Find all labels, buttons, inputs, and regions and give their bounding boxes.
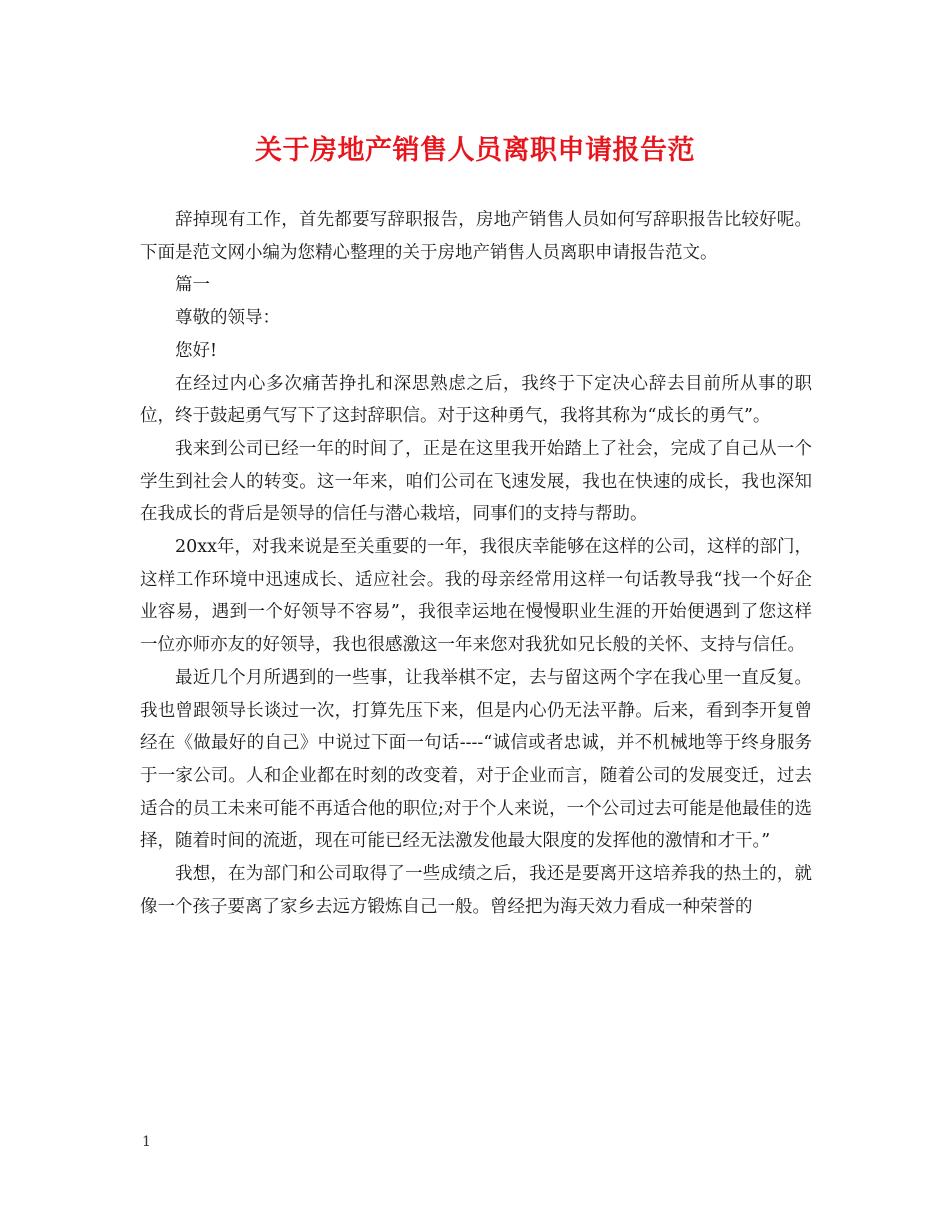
page-number: 1	[142, 1134, 151, 1150]
section-heading: 篇一	[175, 275, 210, 296]
greeting: 您好!	[175, 340, 218, 361]
body-paragraph: 在经过内心多次痛苦挣扎和深思熟虑之后，我终于下定决心辞去目前所从事的职位，终于鼓起勇气写下了这封辞职信。对于这种勇气，我将其称为“成长的勇气”。	[140, 373, 812, 427]
document-body	[140, 204, 812, 923]
body-paragraph: 我来到公司已经一年的时间了，正是在这里我开始踏上了社会，完成了自己从一个学生到社会人的转变。这一年来，咱们公司在飞速发展，我也在快速的成长，我也深知在我成长的背后是领导的信任与潜心栽培，同事们的支持与帮助。	[140, 438, 812, 525]
body-paragraph: 20xx年，对我来说是至关重要的一年，我很庆幸能够在这样的公司，这样的部门，这样工作环境中迅速成长、适应社会。我的母亲经常用这样一句话教导我“找一个好企业容易，遇到一个好领导不容易”，我很幸运地在慢慢职业生涯的开始便遇到了您这样一位亦师亦友的好领导，我也很感激这一年来您对我犹如兄长般的关怀、支持与信任。	[140, 537, 813, 656]
body-paragraph: 我想，在为部门和公司取得了一些成绩之后，我还是要离开这培养我的热土的，就像一个孩子要离了家乡去远方锻炼自己一般。曾经把为海天效力看成一种荣誉的	[140, 864, 812, 917]
salutation: 尊敬的领导：	[175, 308, 280, 329]
document-title: 关于房地产销售人员离职申请报告范	[255, 135, 695, 166]
body-paragraph-intro: 辞掉现有工作，首先都要写辞职报告，房地产销售人员如何写辞职报告比较好呢。下面是范文网小编为您精心整理的关于房地产销售人员离职申请报告范文。	[140, 210, 812, 263]
body-paragraph: 最近几个月所遇到的一些事，让我举棋不定，去与留这两个字在我心里一直反复。我也曾跟领导长谈过一次，打算先压下来，但是内心仍无法平静。后来，看到李开复曾经在《做最好的自己》中说过下面一句话----“诚信或者忠诚，并不机械地等于终身服务于一家公司。人和企业都在时刻的改变着，对于企业而言，随着公司的发展变迁，过去适合的员工未来可能不再适合他的职位;对于个人来说，一个公司过去可能是他最佳的选择，随着时间的流逝，现在可能已经无法激发他最大限度的发挥他的激情和才干。”	[140, 667, 812, 852]
